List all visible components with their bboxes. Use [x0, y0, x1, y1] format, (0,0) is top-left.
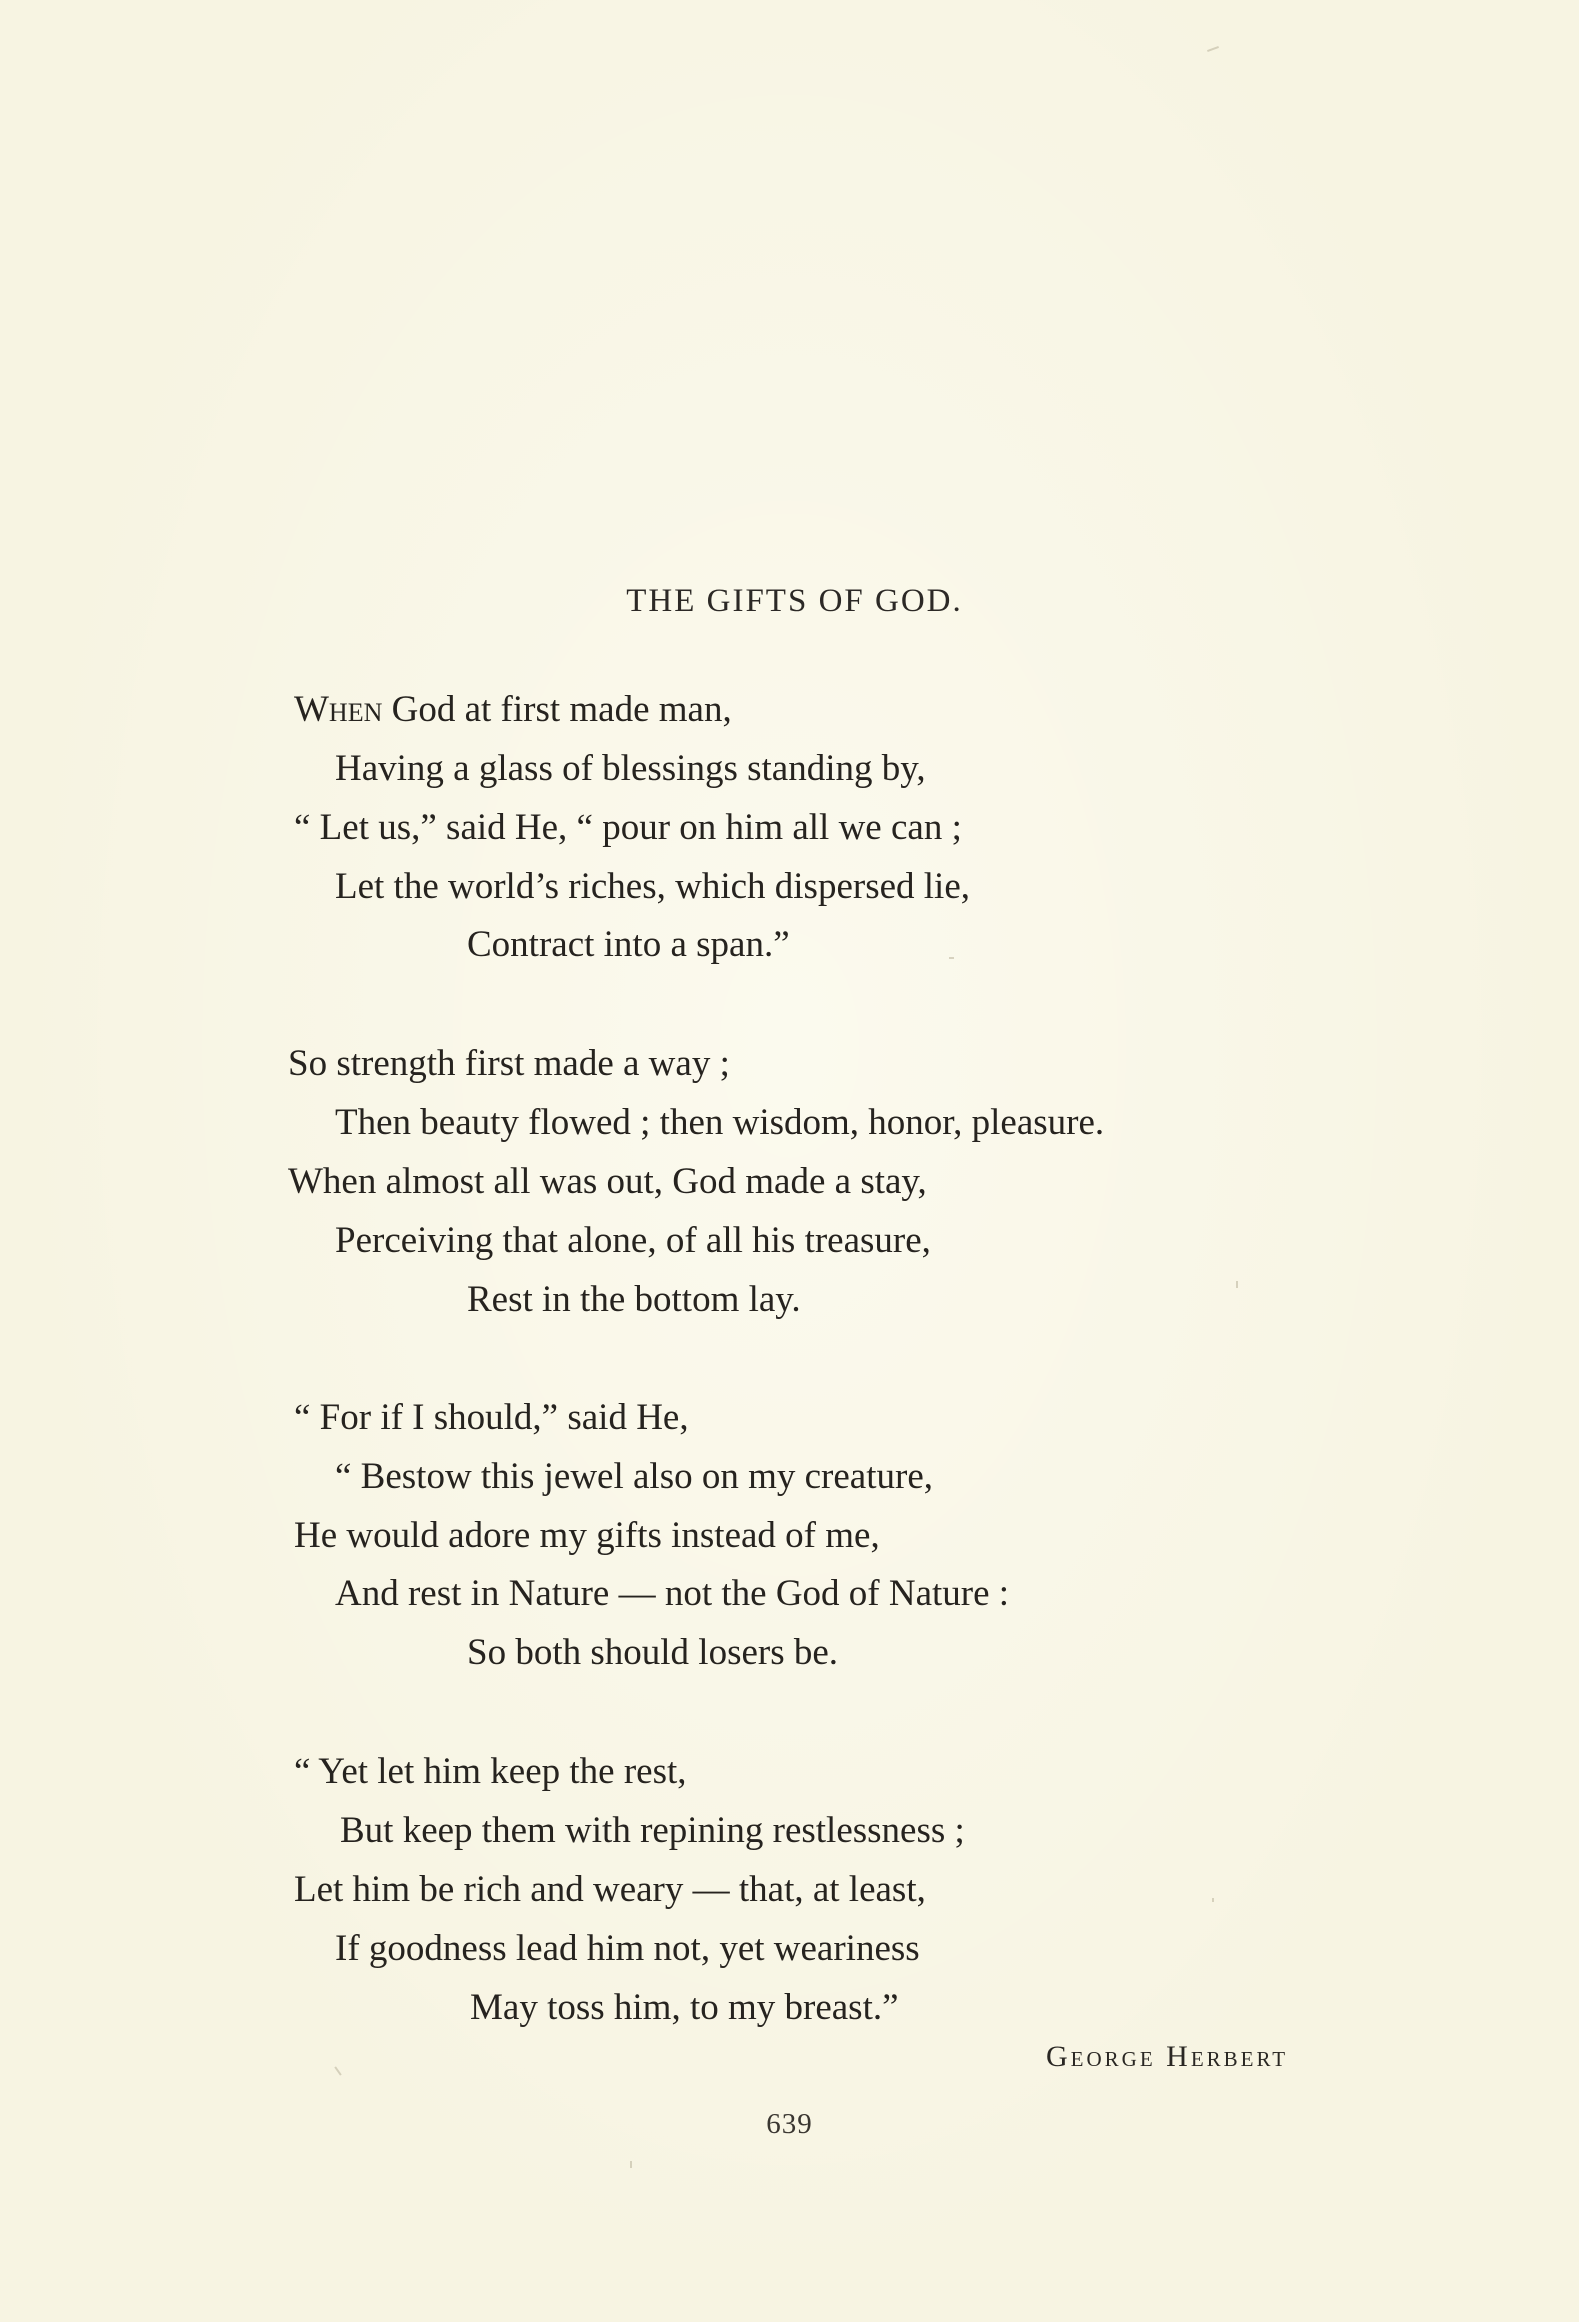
- poem-line: [294, 688, 732, 732]
- poem-line: So strength first made a way ;: [288, 1043, 730, 1084]
- poem-line: So both should losers be.: [467, 1632, 839, 1673]
- poem-line: Perceiving that alone, of all his treasure,: [335, 1220, 931, 1261]
- paper-speck: [630, 2161, 632, 2168]
- poem-line: Then beauty flowed ; then wisdom, honor, pleasure.: [335, 1102, 1105, 1143]
- poem-line: But keep them with repining restlessness ;: [340, 1810, 965, 1851]
- paper-speck: [1236, 1281, 1238, 1288]
- line-text: God at first made man,: [382, 689, 732, 730]
- poem-line: Contract into a span.”: [467, 924, 790, 965]
- paper-speck: [949, 957, 954, 959]
- poem-line: If goodness lead him not, yet weariness: [335, 1928, 920, 1969]
- poem-line: Let him be rich and weary — that, at least,: [294, 1869, 926, 1910]
- poem-line: Having a glass of blessings standing by,: [335, 748, 926, 789]
- poem-line: “ Let us,” said He, “ pour on him all we can ;: [294, 807, 962, 848]
- poem-line: Rest in the bottom lay.: [467, 1279, 801, 1320]
- paper-speck: [1207, 46, 1219, 52]
- paper-speck: [1212, 1898, 1214, 1902]
- poem-line: “ For if I should,” said He,: [294, 1397, 689, 1438]
- poem-line: When almost all was out, God made a stay,: [288, 1161, 927, 1202]
- poem-title: THE GIFTS OF GOD.: [626, 583, 963, 619]
- page-number: 639: [766, 2108, 813, 2140]
- opening-word: When: [294, 689, 383, 730]
- poem-line: Let the world’s riches, which dispersed lie,: [335, 866, 970, 907]
- poem-line: May toss him, to my breast.”: [470, 1987, 899, 2028]
- author-signature: George Herbert: [1046, 2040, 1289, 2073]
- poem-line: “ Yet let him keep the rest,: [294, 1751, 687, 1792]
- poem-line: “ Bestow this jewel also on my creature,: [335, 1456, 933, 1497]
- paper-speck: [334, 2066, 341, 2075]
- poem-line: He would adore my gifts instead of me,: [294, 1515, 880, 1556]
- poem-line: And rest in Nature — not the God of Nature :: [335, 1573, 1010, 1614]
